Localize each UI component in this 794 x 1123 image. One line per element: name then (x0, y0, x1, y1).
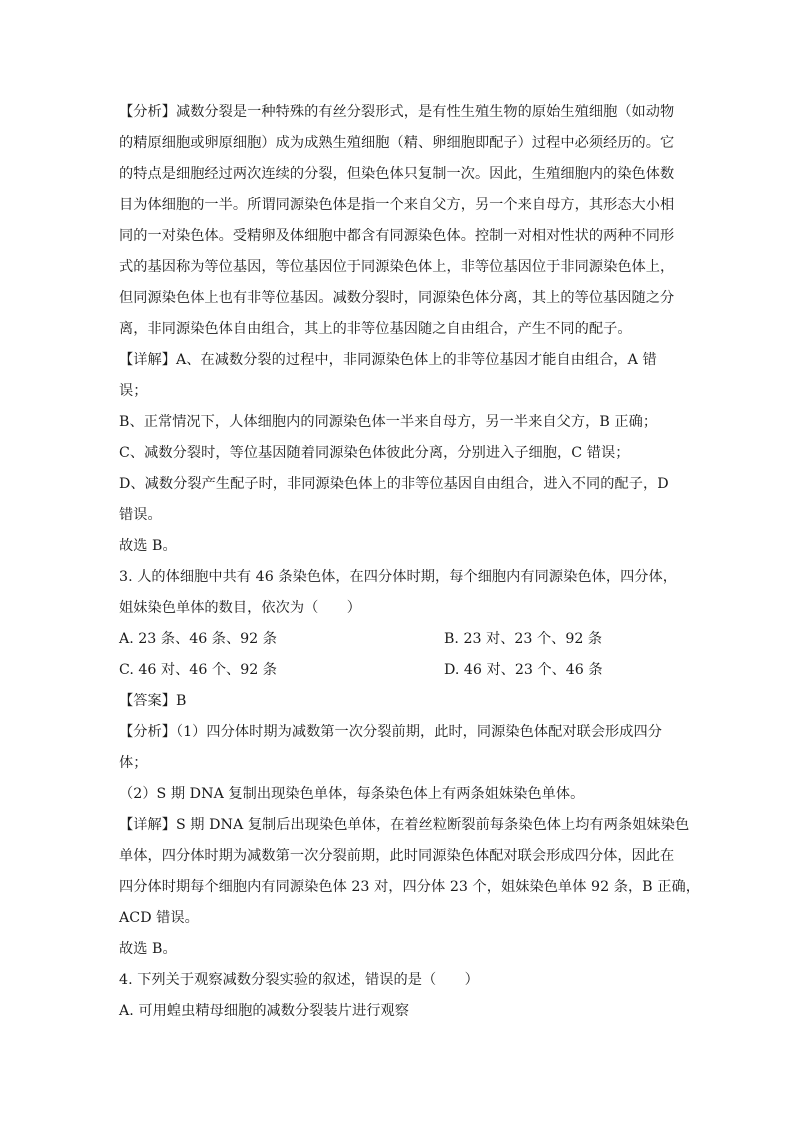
analysis-line-6: 式的基因称为等位基因，等位基因位于同源染色体上，非等位基因位于非同源染色体上， (119, 259, 675, 275)
analysis-tag: 【分析】 (119, 104, 176, 120)
question-4-option-a: A. 可用蝗虫精母细胞的减数分裂装片进行观察 (119, 1003, 409, 1019)
analysis-line-4: 目为体细胞的一半。所谓同源染色体是指一个来自父方，另一个来自母方，其形态大小相 (119, 197, 675, 213)
detail-line-2: 误； (119, 383, 148, 399)
analysis-line-7: 但同源染色体上也有非等位基因。减数分裂时，同源染色体分离，其上的等位基因随之分 (119, 290, 675, 306)
question-3-answer: 【答案】B (119, 693, 187, 709)
question-3-detail-1: 【详解】S 期 DNA 复制后出现染色单体，在着丝粒断裂前每条染色体上均有两条姐妹染色 (119, 817, 690, 833)
detail-line-3: B、正常情况下，人体细胞内的同源染色体一半来自母方，另一半来自父方，B 正确； (119, 414, 658, 430)
question-3-stem-1: 3. 人的体细胞中共有 46 条染色体，在四分体时期，每个细胞内有同源染色体，四分体， (119, 569, 678, 585)
detail-line-6: 错误。 (119, 507, 162, 523)
question-3-detail-4: ACD 错误。 (119, 910, 199, 926)
question-3-analysis-1: 【分析】（1）四分体时期为减数第一次分裂前期，此时，同源染色体配对联会形成四分 (119, 724, 663, 740)
detail-line-4: C、减数分裂时，等位基因随着同源染色体彼此分离，分别进入子细胞，C 错误； (119, 445, 630, 461)
document-page (119, 97, 700, 1027)
question-3-detail-2: 单体，四分体时期为减数第一次分裂前期，此时同源染色体配对联会形成四分体，因此在 (119, 848, 675, 864)
question-3-stem-2: 姐妹染色单体的数目，依次为（ ） (119, 600, 362, 616)
detail-tag: 【详解】 (119, 352, 176, 368)
conclusion-line: 故选 B。 (119, 538, 177, 554)
question-3-option-d: D. 46 对、23 个、46 条 (444, 662, 603, 678)
analysis-line-1 (119, 97, 679, 128)
question-3-options-row-1 (119, 624, 679, 655)
analysis-line-2: 的精原细胞或卵原细胞）成为成熟生殖细胞（精、卵细胞即配子）过程中必须经历的。它 (119, 135, 675, 151)
detail-text: A、在减数分裂的过程中，非同源染色体上的非等位基因才能自由组合，A 错 (175, 352, 657, 368)
question-4-stem: 4. 下列关于观察减数分裂实验的叙述，错误的是（ ） (119, 972, 479, 988)
detail-line-1 (119, 345, 679, 376)
analysis-line-5: 同的一对染色体。受精卵及体细胞中都含有同源染色体。控制一对相对性状的两种不同形 (119, 228, 675, 244)
question-3-option-a: A. 23 条、46 条、92 条 (119, 631, 277, 647)
question-3-analysis-2: 体； (119, 755, 148, 771)
question-3-conclusion: 故选 B。 (119, 941, 177, 957)
question-3-option-b: B. 23 对、23 个、92 条 (444, 631, 603, 647)
question-3-analysis-3: （2）S 期 DNA 复制出现染色单体，每条染色体上有两条姐妹染色单体。 (119, 786, 585, 802)
question-3-option-c: C. 46 对、46 个、92 条 (119, 662, 277, 678)
analysis-line-8: 离，非同源染色体自由组合，其上的非等位基因随之自由组合，产生不同的配子。 (119, 321, 632, 337)
detail-line-5: D、减数分裂产生配子时，非同源染色体上的非等位基因自由组合，进入不同的配子，D (119, 476, 669, 492)
question-3-detail-3: 四分体时期每个细胞内有同源染色体 23 对，四分体 23 个，姐妹染色单体 92 条，B 正确， (119, 879, 700, 895)
analysis-text: 减数分裂是一种特殊的有丝分裂形式，是有性生殖生物的原始生殖细胞（如动物 (175, 104, 675, 120)
question-3-options-row-2 (119, 655, 679, 686)
analysis-line-3: 的特点是细胞经过两次连续的分裂，但染色体只复制一次。因此，生殖细胞内的染色体数 (119, 166, 675, 182)
